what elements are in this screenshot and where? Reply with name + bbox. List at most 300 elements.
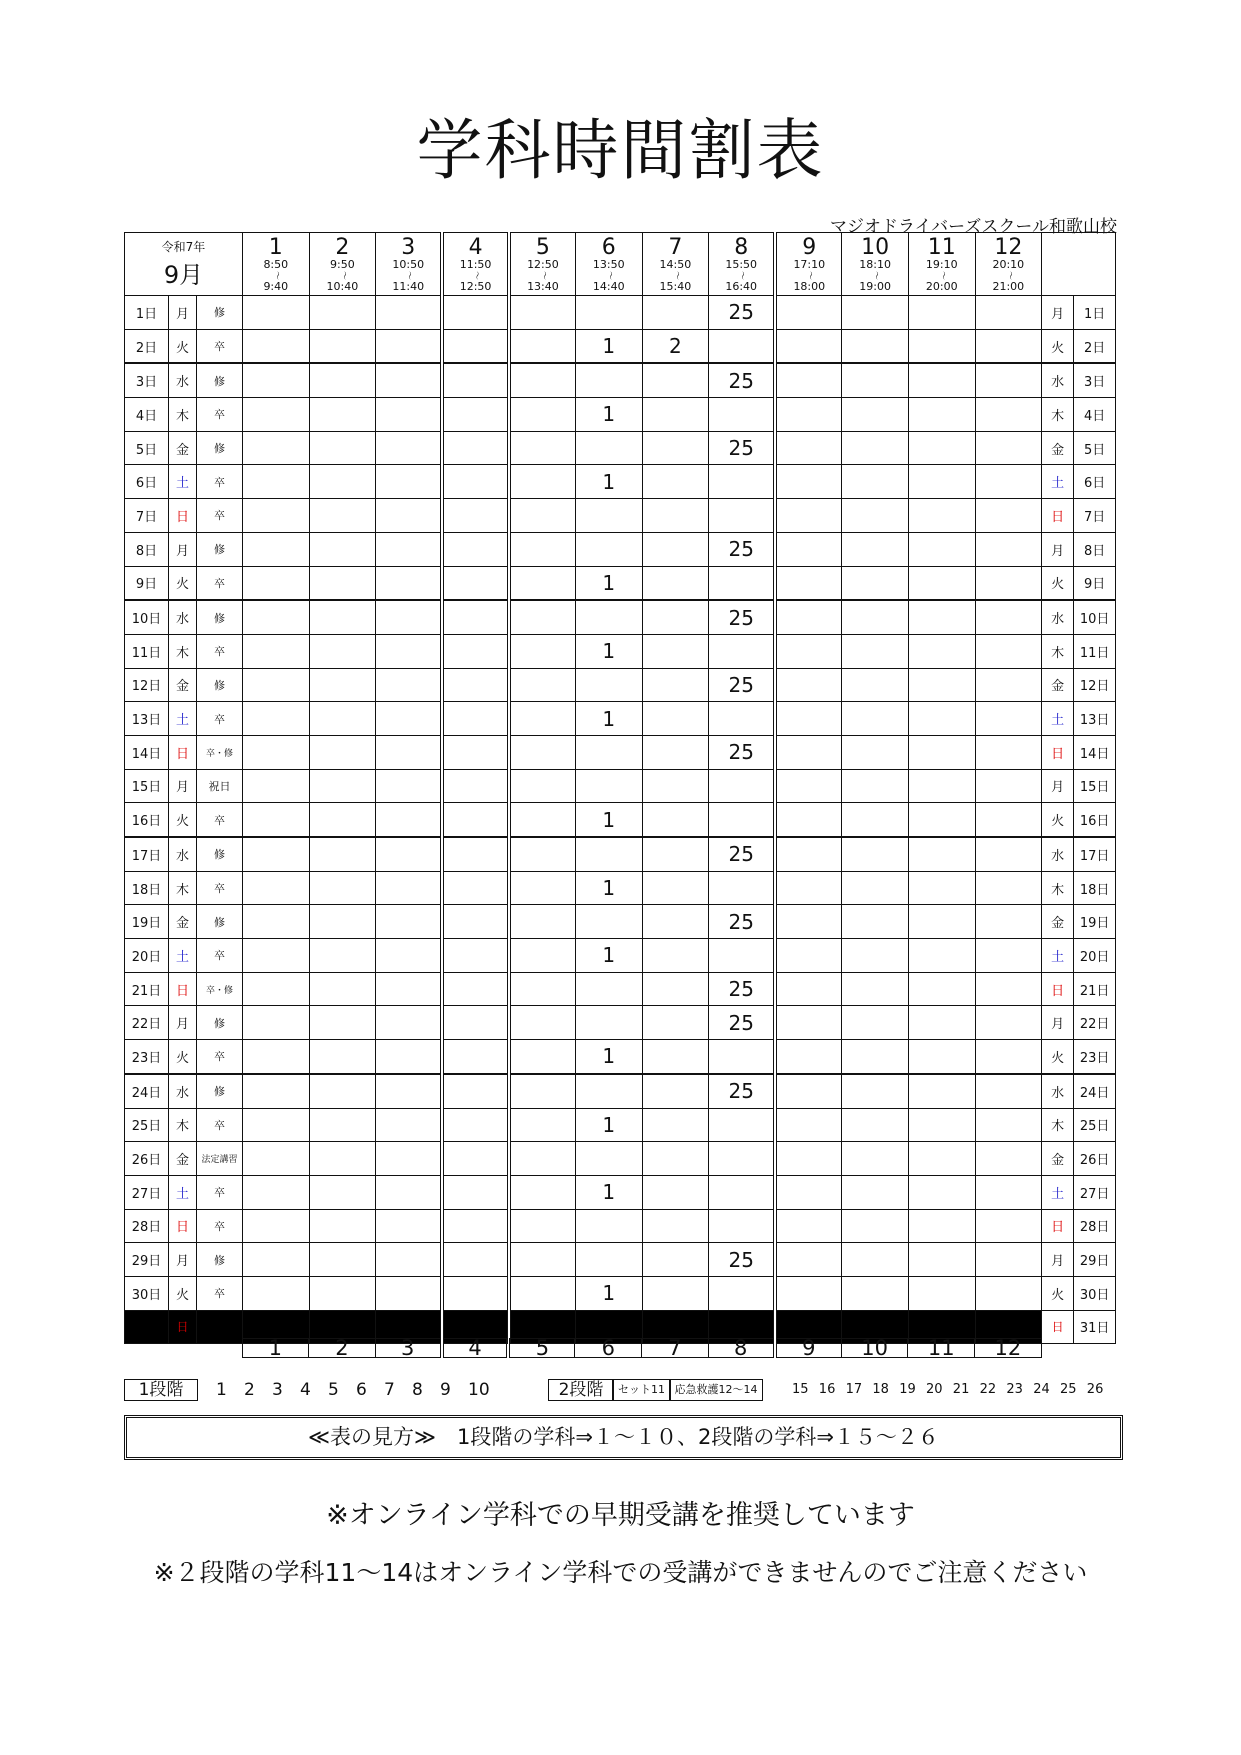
weekday-cell: 月 — [169, 769, 197, 803]
lesson-cell — [376, 532, 443, 566]
weekday-cell-right: 火 — [1042, 803, 1074, 837]
period-header-3 — [376, 233, 443, 296]
lesson-cell — [376, 939, 443, 973]
day-row — [125, 1108, 1116, 1142]
period-number: 4 — [468, 234, 483, 260]
weekday-cell-right: 月 — [1042, 296, 1074, 330]
weekday-cell: 火 — [169, 329, 197, 363]
course-type-cell: 卒 — [197, 1108, 243, 1142]
lesson-cell — [908, 566, 975, 600]
period-tilde: 〜 — [670, 270, 681, 280]
date-cell-right: 17日 — [1074, 837, 1116, 871]
lesson-cell — [376, 1142, 443, 1176]
stage1-number: 2 — [244, 1380, 255, 1400]
lesson-cell — [442, 1175, 509, 1209]
lesson-cell — [575, 1142, 642, 1176]
lesson-cell — [775, 329, 842, 363]
period-footer-6: 6 — [575, 1339, 642, 1358]
date-cell-right: 15日 — [1074, 769, 1116, 803]
lesson-cell — [975, 431, 1042, 465]
period-footer-3: 3 — [375, 1339, 442, 1358]
lesson-cell — [309, 1142, 376, 1176]
weekday-cell-right: 土 — [1042, 465, 1074, 499]
lesson-cell — [376, 1276, 443, 1310]
weekday-cell: 水 — [169, 1074, 197, 1108]
lesson-cell — [908, 1108, 975, 1142]
date-cell-right: 24日 — [1074, 1074, 1116, 1108]
lesson-cell — [842, 668, 909, 702]
stage2-number: 25 — [1060, 1382, 1077, 1397]
day-row — [125, 1074, 1116, 1108]
date-cell: 26日 — [125, 1142, 169, 1176]
lesson-cell — [709, 1142, 776, 1176]
weekday-cell: 金 — [169, 1142, 197, 1176]
lesson-cell — [442, 296, 509, 330]
weekday-cell: 土 — [169, 1175, 197, 1209]
lesson-cell — [243, 1209, 310, 1243]
period-start: 14:50 — [659, 257, 692, 271]
lesson-cell — [908, 1074, 975, 1108]
lesson-cell: 25 — [709, 735, 776, 769]
lesson-cell — [975, 329, 1042, 363]
lesson-cell — [908, 600, 975, 634]
date-cell: 1日 — [125, 296, 169, 330]
lesson-cell — [709, 465, 776, 499]
period-tilde: 〜 — [403, 270, 414, 280]
day-row — [125, 1209, 1116, 1243]
period-end: 11:40 — [392, 279, 425, 293]
lesson-cell — [442, 1040, 509, 1074]
lesson-cell — [709, 769, 776, 803]
lesson-cell — [975, 1108, 1042, 1142]
weekday-cell: 日 — [169, 1209, 197, 1243]
lesson-cell — [642, 1108, 709, 1142]
course-type-cell: 修 — [197, 431, 243, 465]
lesson-cell — [975, 1276, 1042, 1310]
lesson-cell — [376, 1040, 443, 1074]
period-header-4 — [442, 233, 509, 296]
course-type-cell: 卒 — [197, 499, 243, 533]
lesson-cell — [309, 499, 376, 533]
date-cell-right: 20日 — [1074, 939, 1116, 973]
lesson-cell — [575, 1209, 642, 1243]
stage2-number: 21 — [952, 1382, 970, 1397]
stage2-set: セット11 — [612, 1379, 671, 1401]
lesson-cell — [243, 769, 310, 803]
day-row — [125, 769, 1116, 803]
lesson-cell — [842, 532, 909, 566]
course-type-cell: 卒 — [197, 702, 243, 736]
lesson-cell — [842, 1243, 909, 1277]
stage1-number: 9 — [440, 1380, 451, 1400]
lesson-cell — [442, 702, 509, 736]
lesson-cell — [509, 1175, 576, 1209]
weekday-cell-right: 金 — [1042, 905, 1074, 939]
lesson-cell — [642, 1074, 709, 1108]
lesson-cell — [309, 668, 376, 702]
date-cell-right: 6日 — [1074, 465, 1116, 499]
date-cell: 30日 — [125, 1276, 169, 1310]
lesson-cell — [442, 1074, 509, 1108]
lesson-cell — [908, 837, 975, 871]
weekday-cell-right: 木 — [1042, 634, 1074, 668]
lesson-cell: 25 — [709, 363, 776, 397]
lesson-cell — [376, 296, 443, 330]
lesson-cell — [243, 634, 310, 668]
lesson-cell — [575, 296, 642, 330]
lesson-cell — [376, 329, 443, 363]
day-row — [125, 532, 1116, 566]
weekday-cell-right: 金 — [1042, 668, 1074, 702]
lesson-cell — [243, 600, 310, 634]
lesson-cell — [376, 1209, 443, 1243]
lesson-cell — [243, 499, 310, 533]
period-footer — [124, 1338, 1042, 1358]
lesson-cell — [975, 837, 1042, 871]
lesson-cell — [309, 566, 376, 600]
lesson-cell — [908, 1006, 975, 1040]
weekday-cell: 金 — [169, 905, 197, 939]
lesson-cell: 1 — [575, 1108, 642, 1142]
weekday-cell: 水 — [169, 837, 197, 871]
lesson-cell — [442, 668, 509, 702]
day-row — [125, 499, 1116, 533]
period-end: 19:00 — [859, 279, 891, 293]
lesson-cell — [243, 939, 310, 973]
period-number: 3 — [401, 234, 416, 260]
lesson-cell — [243, 735, 310, 769]
lesson-cell — [842, 634, 909, 668]
lesson-cell — [309, 1276, 376, 1310]
period-footer-10: 10 — [841, 1339, 908, 1358]
period-tilde: 〜 — [1003, 270, 1014, 280]
lesson-cell — [442, 972, 509, 1006]
lesson-cell: 25 — [709, 600, 776, 634]
lesson-cell — [575, 1074, 642, 1108]
period-header-7 — [642, 233, 709, 296]
lesson-cell — [243, 871, 310, 905]
lesson-cell — [642, 431, 709, 465]
lesson-cell — [775, 769, 842, 803]
lesson-cell — [376, 634, 443, 668]
lesson-cell — [509, 972, 576, 1006]
lesson-cell — [775, 735, 842, 769]
day-row — [125, 735, 1116, 769]
lesson-cell — [575, 1006, 642, 1040]
lesson-cell — [842, 1040, 909, 1074]
lesson-cell — [376, 735, 443, 769]
lesson-cell — [842, 905, 909, 939]
lesson-cell — [509, 600, 576, 634]
lesson-cell — [908, 905, 975, 939]
lesson-cell — [642, 668, 709, 702]
day-row — [125, 939, 1116, 973]
date-cell-right: 29日 — [1074, 1243, 1116, 1277]
lesson-cell — [243, 837, 310, 871]
lesson-cell — [309, 735, 376, 769]
lesson-cell — [243, 972, 310, 1006]
lesson-cell — [908, 465, 975, 499]
period-end: 13:40 — [527, 279, 559, 293]
lesson-cell — [442, 634, 509, 668]
period-header-6 — [575, 233, 642, 296]
lesson-cell — [642, 1142, 709, 1176]
lesson-cell — [642, 871, 709, 905]
period-start: 11:50 — [459, 257, 492, 271]
lesson-cell — [243, 566, 310, 600]
lesson-cell — [509, 1108, 576, 1142]
lesson-cell — [709, 329, 776, 363]
lesson-cell — [442, 905, 509, 939]
date-cell: 29日 — [125, 1243, 169, 1277]
lesson-cell — [642, 634, 709, 668]
lesson-cell — [775, 398, 842, 432]
period-end: 9:40 — [263, 279, 289, 293]
lesson-cell — [376, 363, 443, 397]
lesson-cell — [309, 1243, 376, 1277]
lesson-cell — [509, 837, 576, 871]
date-cell: 20日 — [125, 939, 169, 973]
stage2-number: 15 — [792, 1382, 809, 1397]
lesson-cell — [442, 431, 509, 465]
course-type-cell: 卒 — [197, 634, 243, 668]
lesson-cell — [975, 499, 1042, 533]
lesson-cell — [509, 1142, 576, 1176]
day-row — [125, 1175, 1116, 1209]
lesson-cell — [642, 398, 709, 432]
lesson-cell — [243, 1108, 310, 1142]
date-cell-right: 7日 — [1074, 499, 1116, 533]
lesson-cell — [975, 939, 1042, 973]
weekday-cell-right: 日 — [1042, 1209, 1074, 1243]
lesson-cell — [908, 1142, 975, 1176]
lesson-cell — [243, 1142, 310, 1176]
stage2-number: 26 — [1086, 1382, 1104, 1397]
stage2-first-aid: 応急救護12〜14 — [669, 1379, 763, 1401]
lesson-cell — [442, 769, 509, 803]
lesson-cell: 1 — [575, 702, 642, 736]
lesson-cell: 25 — [709, 532, 776, 566]
lesson-cell — [709, 566, 776, 600]
lesson-cell: 1 — [575, 1276, 642, 1310]
lesson-cell — [908, 431, 975, 465]
lesson-cell — [376, 803, 443, 837]
lesson-cell — [509, 1040, 576, 1074]
period-start: 8:50 — [263, 257, 289, 271]
date-cell: 6日 — [125, 465, 169, 499]
lesson-cell — [442, 465, 509, 499]
date-cell-right: 4日 — [1074, 398, 1116, 432]
lesson-cell — [509, 769, 576, 803]
lesson-cell — [509, 634, 576, 668]
lesson-cell — [842, 296, 909, 330]
lesson-cell — [842, 702, 909, 736]
weekday-cell: 水 — [169, 363, 197, 397]
lesson-cell — [842, 1074, 909, 1108]
footer-blank — [124, 1339, 242, 1358]
weekday-cell-right: 水 — [1042, 1074, 1074, 1108]
date-cell: 27日 — [125, 1175, 169, 1209]
page-title: 学科時間割表 — [416, 112, 825, 189]
stage1-number: 3 — [272, 1380, 283, 1400]
lesson-cell — [642, 803, 709, 837]
lesson-cell — [442, 837, 509, 871]
weekday-cell-right: 日 — [1042, 1310, 1074, 1344]
lesson-cell — [442, 1276, 509, 1310]
lesson-cell — [709, 499, 776, 533]
lesson-cell — [975, 532, 1042, 566]
lesson-cell — [775, 1243, 842, 1277]
period-number: 9 — [802, 234, 817, 260]
date-cell: 18日 — [125, 871, 169, 905]
lesson-cell — [376, 668, 443, 702]
lesson-cell — [908, 634, 975, 668]
lesson-cell — [842, 1006, 909, 1040]
lesson-cell: 1 — [575, 1175, 642, 1209]
period-end: 18:00 — [793, 279, 826, 293]
period-start: 9:50 — [330, 257, 355, 271]
weekday-cell-right: 火 — [1042, 1276, 1074, 1310]
date-cell: 11日 — [125, 634, 169, 668]
period-number: 10 — [861, 234, 890, 260]
lesson-cell — [842, 972, 909, 1006]
lesson-cell — [509, 1276, 576, 1310]
lesson-cell — [975, 566, 1042, 600]
lesson-cell: 1 — [575, 939, 642, 973]
lesson-cell — [908, 1276, 975, 1310]
lesson-cell — [376, 566, 443, 600]
weekday-cell-right: 火 — [1042, 329, 1074, 363]
date-cell-right: 19日 — [1074, 905, 1116, 939]
lesson-cell — [642, 702, 709, 736]
lesson-cell: 25 — [709, 668, 776, 702]
day-row — [125, 634, 1116, 668]
period-start: 19:10 — [925, 257, 958, 271]
course-type-cell: 卒 — [197, 1276, 243, 1310]
lesson-cell — [908, 1209, 975, 1243]
lesson-cell — [243, 1243, 310, 1277]
lesson-cell — [908, 499, 975, 533]
lesson-cell — [908, 972, 975, 1006]
lesson-cell — [243, 1175, 310, 1209]
lesson-cell: 1 — [575, 1040, 642, 1074]
lesson-cell — [376, 1243, 443, 1277]
lesson-cell — [775, 465, 842, 499]
date-cell: 19日 — [125, 905, 169, 939]
period-start: 17:10 — [793, 257, 826, 271]
lesson-cell — [709, 939, 776, 973]
date-cell-right: 31日 — [1074, 1310, 1116, 1344]
lesson-cell — [709, 871, 776, 905]
period-number: 2 — [335, 234, 350, 260]
lesson-cell — [908, 532, 975, 566]
lesson-cell — [309, 431, 376, 465]
course-type-cell: 卒 — [197, 398, 243, 432]
lesson-cell — [575, 600, 642, 634]
lesson-cell — [975, 1243, 1042, 1277]
date-cell: 5日 — [125, 431, 169, 465]
period-tilde: 〜 — [870, 270, 881, 280]
lesson-cell — [975, 1209, 1042, 1243]
lesson-cell — [376, 1006, 443, 1040]
lesson-cell — [575, 769, 642, 803]
lesson-cell — [642, 905, 709, 939]
course-type-cell: 法定講習 — [197, 1142, 243, 1176]
weekday-cell-right: 水 — [1042, 363, 1074, 397]
lesson-cell — [509, 329, 576, 363]
date-cell-right: 16日 — [1074, 803, 1116, 837]
lesson-cell — [775, 431, 842, 465]
lesson-cell — [509, 1074, 576, 1108]
date-cell-right: 25日 — [1074, 1108, 1116, 1142]
lesson-cell — [309, 803, 376, 837]
lesson-cell — [908, 1243, 975, 1277]
month-label: 9月 — [163, 261, 204, 289]
day-row — [125, 1006, 1116, 1040]
date-cell-right: 5日 — [1074, 431, 1116, 465]
weekday-cell-right: 月 — [1042, 1006, 1074, 1040]
date-cell-right: 1日 — [1074, 296, 1116, 330]
lesson-cell — [575, 532, 642, 566]
lesson-cell: 1 — [575, 566, 642, 600]
course-type-cell: 卒・修 — [197, 735, 243, 769]
course-type-cell: 修 — [197, 1074, 243, 1108]
stage2-number: 16 — [818, 1382, 836, 1397]
lesson-cell — [309, 532, 376, 566]
lesson-cell — [243, 431, 310, 465]
period-number: 8 — [734, 234, 749, 260]
date-cell-right: 18日 — [1074, 871, 1116, 905]
lesson-cell — [842, 600, 909, 634]
lesson-cell — [575, 972, 642, 1006]
course-type-cell: 祝日 — [197, 769, 243, 803]
stage1-number: 6 — [356, 1380, 367, 1400]
lesson-cell — [842, 499, 909, 533]
lesson-cell — [509, 363, 576, 397]
lesson-cell — [975, 1074, 1042, 1108]
period-tilde: 〜 — [538, 270, 549, 280]
weekday-cell-right: 金 — [1042, 1142, 1074, 1176]
lesson-cell — [975, 668, 1042, 702]
date-cell: 13日 — [125, 702, 169, 736]
lesson-cell — [775, 1040, 842, 1074]
lesson-cell — [442, 532, 509, 566]
lesson-cell — [842, 398, 909, 432]
lesson-cell — [975, 871, 1042, 905]
lesson-cell — [442, 939, 509, 973]
lesson-cell — [442, 1108, 509, 1142]
lesson-cell — [775, 634, 842, 668]
stage1-number: 7 — [384, 1380, 395, 1400]
lesson-cell — [709, 1175, 776, 1209]
lesson-cell — [309, 398, 376, 432]
weekday-cell-right: 木 — [1042, 398, 1074, 432]
weekday-cell-right: 水 — [1042, 837, 1074, 871]
period-end: 21:00 — [992, 279, 1025, 293]
day-row — [125, 905, 1116, 939]
lesson-cell — [442, 600, 509, 634]
weekday-cell-right: 土 — [1042, 702, 1074, 736]
date-cell: 23日 — [125, 1040, 169, 1074]
period-header-11 — [908, 233, 975, 296]
period-footer-5: 5 — [508, 1339, 575, 1358]
weekday-cell-right: 金 — [1042, 431, 1074, 465]
timetable — [124, 232, 1116, 1344]
period-header-10 — [842, 233, 909, 296]
day-row — [125, 363, 1116, 397]
lesson-cell — [376, 398, 443, 432]
lesson-cell — [642, 1243, 709, 1277]
